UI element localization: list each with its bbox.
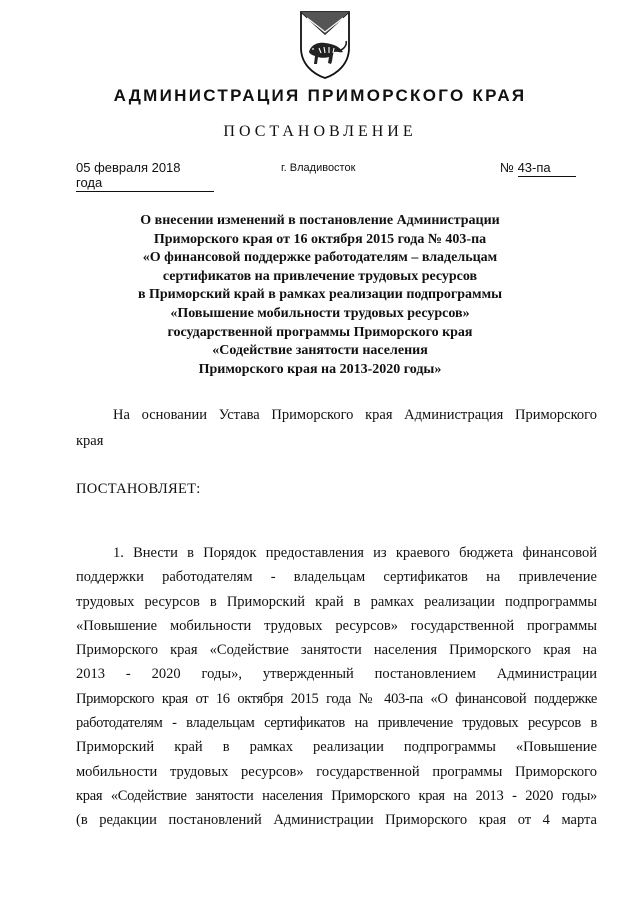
title-line: О внесении изменений в постановление Администрации (140, 213, 500, 228)
body-line: трудовых ресурсов в Приморский край в рамках реализации подпрограммы (76, 593, 597, 610)
body-line: Приморский край в рамках реализации подпрограммы «Повышение (76, 739, 597, 756)
body-line: Приморского края от 16 октября 2015 года № 403-па «О финансовой поддержке (76, 690, 597, 707)
title-line: «Повышение мобильности трудовых ресурсов» (170, 305, 470, 321)
intro-line: На основании Устава Приморского края Администрация Приморского (113, 407, 597, 423)
body-paragraph (76, 541, 597, 833)
intro-paragraph (76, 402, 597, 454)
body-line: Приморского края «Содействие занятости населения Приморского края на (76, 642, 597, 659)
document-title (60, 212, 580, 379)
document-number (500, 160, 586, 177)
title-line: государственной программы Приморского края (167, 324, 473, 340)
body-line: работодателям - владельцам сертификатов на привлечение трудовых ресурсов в (76, 715, 597, 732)
resolve-heading: ПОСТАНОВЛЯЕТ: (76, 481, 201, 497)
number-prefix: № (500, 160, 514, 175)
title-line: «О финансовой поддержке работодателям – владельцам (142, 250, 498, 266)
body-line: «Повышение мобильности трудовых ресурсов» государственной программы (76, 617, 597, 634)
title-line: «Содействие занятости населения (212, 343, 428, 359)
body-line: края «Содействие занятости населения Приморского края на 2013 - 2020 годы» (76, 787, 597, 804)
coat-of-arms-tiger-icon (297, 8, 353, 80)
body-line: (в редакции постановлений Администрации Приморского края от 4 марта (76, 812, 597, 829)
document-city: г. Владивосток (281, 162, 356, 174)
document-date: 05 февраля 2018 года (76, 160, 214, 192)
number-value: 43-па (518, 160, 576, 177)
body-line: мобильности трудовых ресурсов» государственной программы Приморского (76, 763, 597, 780)
body-line: 2013 - 2020 годы», утвержденный постановлением Администрации (76, 666, 597, 683)
document-type: ПОСТАНОВЛЕНИЕ (223, 123, 417, 140)
title-line: сертификатов на привлечение трудовых ресурсов (162, 268, 478, 284)
intro-line: края (76, 433, 104, 449)
organization-name: АДМИНИСТРАЦИЯ ПРИМОРСКОГО КРАЯ (113, 86, 527, 105)
title-line: Приморского края на 2013-2020 годы» (198, 361, 442, 377)
title-line: Приморского края от 16 октября 2015 года № 403-па (153, 231, 487, 247)
body-line: 1. Внести в Порядок предоставления из краевого бюджета финансовой (113, 545, 597, 561)
body-line: поддержки работодателям - владельцам сертификатов на привлечение (76, 569, 597, 586)
title-line: в Приморский край в рамках реализации подпрограммы (137, 287, 503, 303)
